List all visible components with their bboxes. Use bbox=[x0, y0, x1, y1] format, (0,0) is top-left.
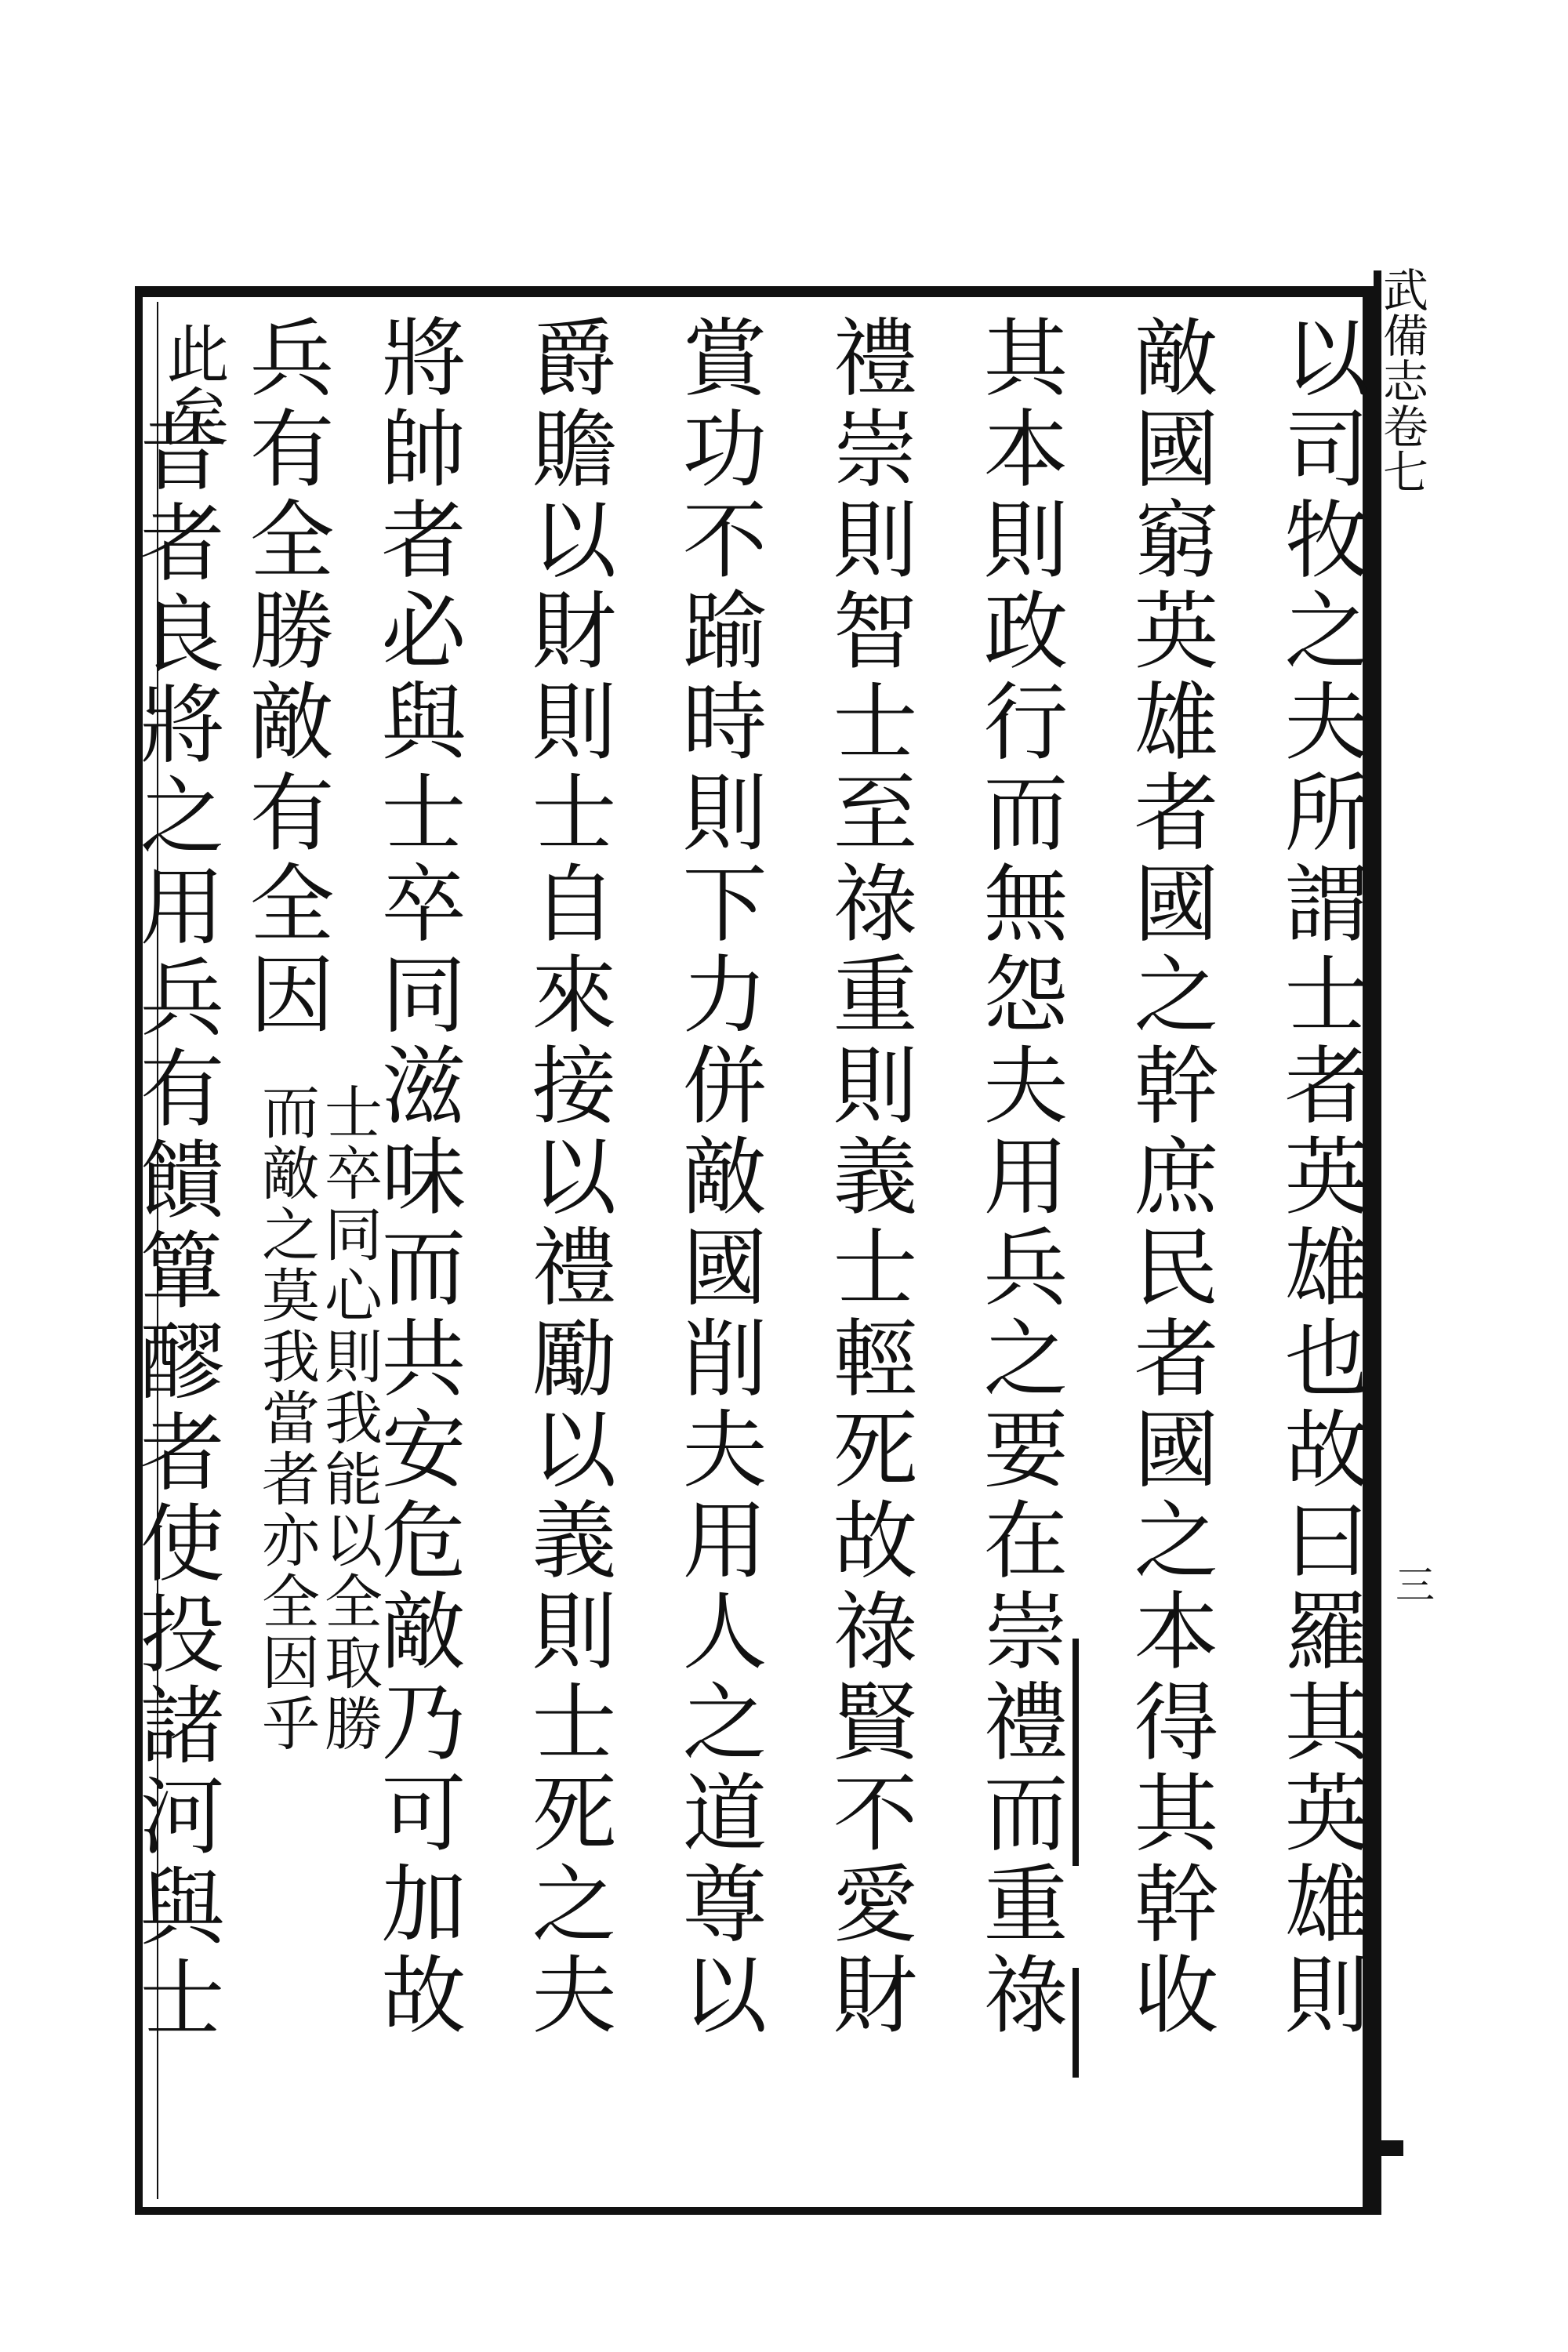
margin-title: 武備志卷七 bbox=[1375, 267, 1428, 494]
text-column-1: 以司牧之夫所謂士者英雄也故曰羅其英雄則 bbox=[1270, 314, 1368, 2042]
text-column-4: 禮崇則智士至祿重則義士輕死故祿賢不愛財 bbox=[818, 314, 916, 2042]
margin-page-number: 三 bbox=[1389, 1564, 1435, 1603]
fold-margin bbox=[1374, 270, 1381, 2215]
fishtail-mark bbox=[1381, 2140, 1403, 2156]
commentary-left: 而敵之莫我當者亦全因乎 bbox=[252, 1082, 320, 1755]
text-column-3: 其本則政行而無怨夫用兵之要在崇禮而重祿 bbox=[969, 314, 1067, 2042]
commentary-right: 士卒同心則我能以全取勝 bbox=[315, 1082, 383, 1755]
lead-characters: 此矣 bbox=[156, 321, 229, 447]
text-column-5: 賞功不踰時則下力併敵國削夫用人之道尊以 bbox=[668, 314, 766, 2042]
text-column-8: 兵有全勝敵有全因 bbox=[235, 314, 333, 1041]
emphasis-line-lower bbox=[1073, 1968, 1079, 2078]
emphasis-line-upper bbox=[1073, 1639, 1079, 1866]
text-column-6: 爵贍以財則士自來接以禮勵以義則士死之夫 bbox=[517, 314, 615, 2042]
text-column-2: 敵國窮英雄者國之幹庶民者國之本得其幹收 bbox=[1120, 314, 1218, 2042]
text-column-9: 昔者良將之用兵有饋簞醪者使投諸河與士 bbox=[125, 408, 223, 2045]
text-column-7: 將帥者必與士卒同滋味而共安危敵乃可加故 bbox=[367, 314, 465, 2042]
